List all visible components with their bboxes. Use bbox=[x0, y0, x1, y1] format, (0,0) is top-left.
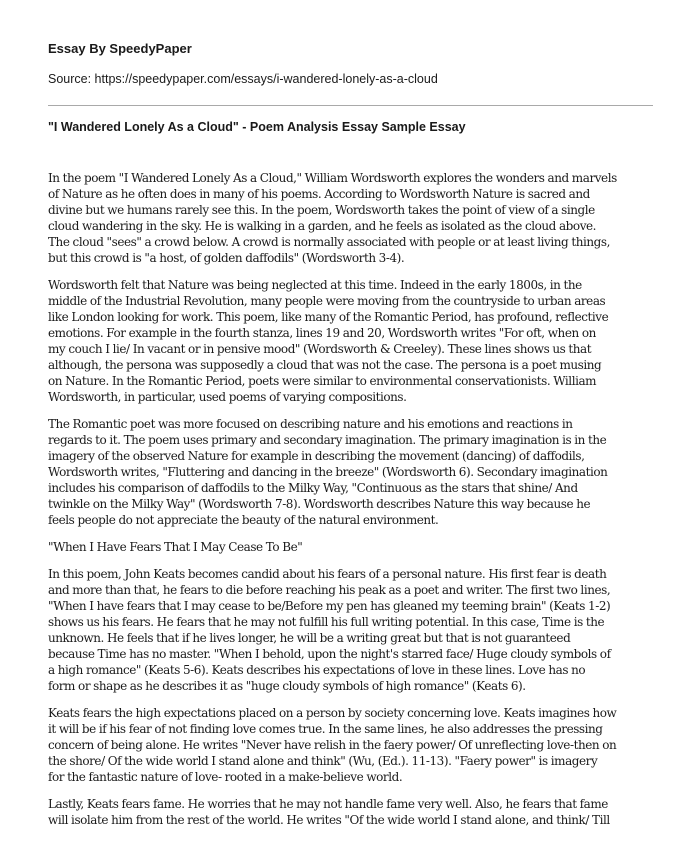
section-heading: "When I Have Fears That I May Cease To Be" bbox=[48, 540, 303, 554]
paragraph: In this poem, John Keats becomes candid about his fears of a personal nature. His first fear is death and more than that, he fears to die before reaching his peak as a poet and writer. The first two lines, "When I have fears that I may cease to be/Before my pen has gleaned my teeming brain" (Keats 1-2) shows us his fears. He fears that he may not fulfill his full writing potential. In this case, Time is the unknown. He feels that if he lives longer, he will be a writing great but that is not guaranteed because Time has no master. "When I behold, upon the night's starred face/ Huge cloudy symbols of a high romance" (Keats 5-6). Keats describes his expectations of love in these lines. Love has no form or shape as he describes it as "huge cloudy symbols of high romance" (Keats 6). bbox=[48, 567, 611, 693]
paragraph: In the poem "I Wandered Lonely As a Cloud," William Wordsworth explores the wonders and marvels of Nature as he often does in many of his poems. According to Wordsworth Nature is sacred and divine but we humans rarely see this. In the poem, Wordsworth takes the point of view of a single cloud wandering in the sky. He is walking in a garden, and he feels as isolated as the cloud above. The cloud "sees" a crowd below. A crowd is normally associated with people or at least living things, but this crowd is "a host, of golden daffodils" (Wordsworth 3-4). bbox=[48, 171, 617, 265]
essay-title: "I Wandered Lonely As a Cloud" - Poem Analysis Essay Sample Essay bbox=[48, 120, 466, 134]
paragraph: The Romantic poet was more focused on describing nature and his emotions and reactions in regards to it. The poem uses primary and secondary imagination. The primary imagination is in the imagery of the observed Nature for example in describing the movement (dancing) of daffodils, Wordsworth writes, "Fluttering and dancing in the breeze" (Wordsworth 6). Secondary imagination includes his comparison of daffodils to the Milky Way, "Continuous as the stars that shine/ And twinkle on the Milky Way" (Wordsworth 7-8). Wordsworth describes Nature this way because he feels people do not appreciate the beauty of the natural environment. bbox=[48, 417, 608, 527]
essay-body bbox=[48, 170, 654, 828]
document-page bbox=[48, 40, 654, 839]
header-divider bbox=[48, 105, 653, 106]
site-title: Essay By SpeedyPaper bbox=[48, 41, 192, 56]
paragraph: Wordsworth felt that Nature was being neglected at this time. Indeed in the early 1800s, in the middle of the Industrial Revolution, many people were moving from the countryside to urban areas like London looking for work. This poem, like many of the Romantic Period, has profound, reflective emotions. For example in the fourth stanza, lines 19 and 20, Wordsworth writes "For oft, when on my couch I lie/ In vacant or in pensive mood" (Wordsworth & Creeley). These lines shows us that although, the persona was supposedly a cloud that was not the case. The persona is a poet musing on Nature. In the Romantic Period, poets were similar to environmental conservationists. William Wordsworth, in particular, used poems of varying compositions. bbox=[48, 278, 609, 404]
paragraph: Keats fears the high expectations placed on a person by society concerning love. Keats imagines how it will be if his fear of not finding love comes true. In the same lines, he also addresses the pressing concern of being alone. He writes "Never have relish in the faery power/ Of unreflecting love-then on the shore/ Of the wide world I stand alone and think" (Wu, (Ed.). 11-13). "Faery power" is imagery for the fantastic nature of love- rooted in a make-believe world. bbox=[48, 706, 617, 784]
source-line: Source: https://speedypaper.com/essays/i-wandered-lonely-as-a-cloud bbox=[48, 72, 438, 86]
paragraph: Lastly, Keats fears fame. He worries that he may not handle fame very well. Also, he fears that fame will isolate him from the rest of the world. He writes "Of the wide world I stand alone, and think/ Till bbox=[48, 797, 610, 827]
